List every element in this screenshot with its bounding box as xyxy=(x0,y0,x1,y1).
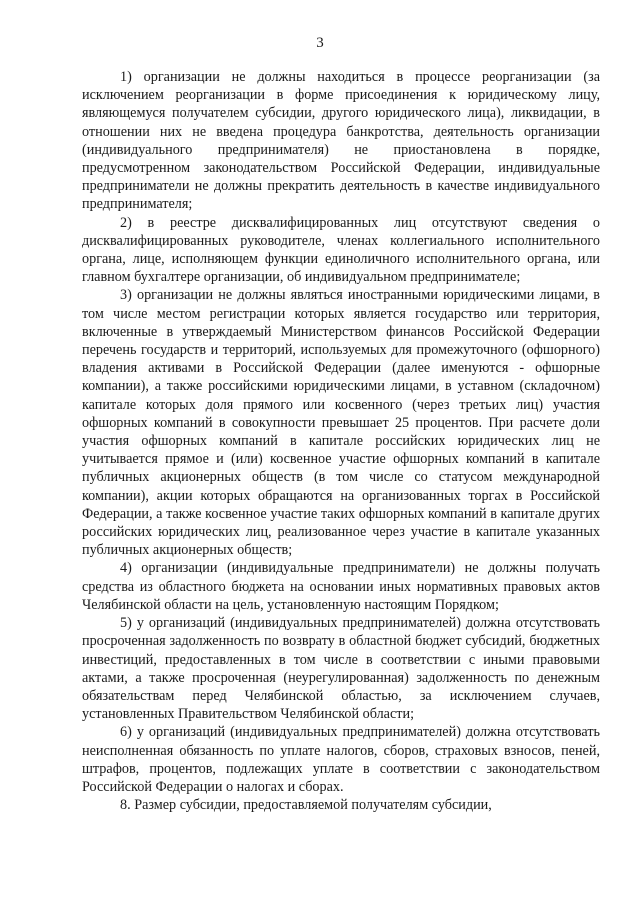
paragraph-condition-5: 5) у организаций (индивидуальных предпринимателей) должна отсутствовать просроченная задолженность по возврату в областной бюджет субсидий, бюджетных инвестиций, предоставленных в том числе в соответствии с иными правовыми актами, а также просроченная (неурегулированная) задолженность по денежным обязательствам перед Челябинской областью, за исключением случаев, установленных Правительством Челябинской области; xyxy=(82,615,600,723)
paragraph-condition-1: 1) организации не должны находиться в процессе реорганизации (за исключением реорганизации в форме присоединения к юридическому лицу, являющемуся получателем субсидии, другого юридического лица), ликвидации, в отношении них не введена процедура банкротства, деятельность организации (индивидуального предпринимателя) не приостановлена в порядке, предусмотренном законодательством Российской Федерации, индивидуальные предприниматели не должны прекратить деятельность в качестве индивидуального предпринимателя; xyxy=(82,69,600,213)
document-body xyxy=(82,68,600,814)
page-number: 3 xyxy=(316,35,324,51)
paragraph-condition-2: 2) в реестре дисквалифицированных лиц отсутствуют сведения о дисквалифицированных руководителе, членах коллегиального исполнительного органа, лице, исполняющем функции единоличного исполнительного органа, или главном бухгалтере организации, об индивидуальном предпринимателе; xyxy=(82,214,600,286)
paragraph-condition-6: 6) у организаций (индивидуальных предпринимателей) должна отсутствовать неисполненная обязанность по уплате налогов, сборов, страховых взносов, пеней, штрафов, процентов, подлежащих уплате в соответствии с законодательством Российской Федерации о налогах и сборах. xyxy=(82,724,600,795)
paragraph-condition-3: 3) организации не должны являться иностранными юридическими лицами, в том числе местом регистрации которых является государство или территория, включенные в утверждаемый Министерством финансов Российской Федерации перечень государств и территорий, используемых для промежуточного (офшорного) владения активами в Российской Федерации (далее именуются - офшорные компании), а также российскими юридическими лицами, в уставном (складочном) капитале которых доля прямого или косвенного (через третьих лиц) участия офшорных компаний в совокупности превышает 25 процентов. При расчете доли участия офшорных компаний в капитале российских юридических лиц не учитывается прямое и (или) косвенное участие офшорных компаний в капитале публичных акционерных обществ (в том числе со статусом международной компании), акции которых обращаются на организованных торгах в Российской Федерации, а также косвенное участие таких офшорных компаний в капитале других российских юридических лиц, реализованное через участие в капитале указанных публичных акционерных обществ; xyxy=(82,287,600,559)
paragraph-item-8: 8. Размер субсидии, предоставляемой получателям субсидии, xyxy=(120,797,492,814)
paragraph-condition-4: 4) организации (индивидуальные предприниматели) не должны получать средства из областного бюджета на основании иных нормативных правовых актов Челябинской области на цель, установленную настоящим Порядком; xyxy=(82,560,600,613)
